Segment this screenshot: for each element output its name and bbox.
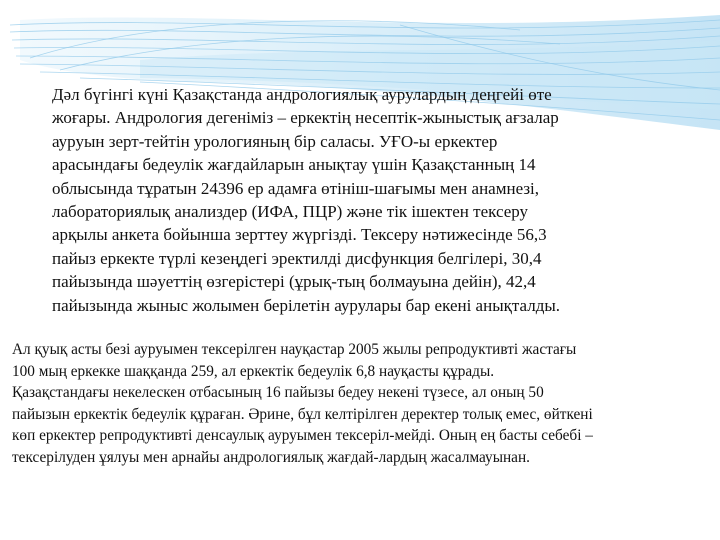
paragraph-2 (12, 339, 712, 469)
paragraph-2-line: пайызын еркектік бедеулік құраған. Әрине, бұл келтірілген деректер толық емес, өйткені (12, 405, 593, 423)
paragraph-1 (52, 83, 660, 317)
paragraph-1-line: пайыз еркекте түрлі кезеңдегі эректилді дисфункция белгілері, 30,4 (52, 248, 542, 268)
paragraph-1-line: Дәл бүгінгі күні Қазақстанда андрологиялық аурулардың деңгейі өте (52, 85, 552, 104)
paragraph-2-line: тексерілуден ұялуы мен арнайы андрологиялық жағдай-лардың жасалмауынан. (12, 448, 530, 466)
paragraph-1-line: лабораториялық анализдер (ИФА, ПЦР) және тік ішектен тексеру (52, 202, 529, 222)
paragraph-2-line: көп еркектер репродуктивті денсаулық ауруымен тексеріл-мейді. Оның ең басты себебі – (12, 427, 593, 445)
paragraph-2-line: Қазақстандағы некелескен отбасының 16 пайызы бедеу некені түзесе, ал оның 50 (12, 384, 544, 402)
paragraph-1-line: жоғары. Андрология дегеніміз – еркектің несептік-жыныстық ағзалар (52, 108, 559, 128)
paragraph-1-line: пайызында жыныс жолымен берілетін аурулары бар екені анықталды. (52, 295, 561, 315)
paragraph-2-line: 100 мың еркекке шаққанда 259, ал еркектік бедеулік 6,8 науқасты құрады. (12, 362, 495, 380)
paragraph-1-line: арасындағы бедеулік жағдайларын анықтау үшін Қазақстанның 14 (52, 155, 536, 175)
paragraph-1-line: облысында тұратын 24396 ер адамға өтініш-шағымы мен анамнезі, (52, 178, 540, 198)
paragraph-1-line: арқылы анкета бойынша зерттеу жүргізді. Тексеру нәтижесінде 56,3 (52, 225, 547, 245)
paragraph-1-line: пайызында шәуеттің өзгерістері (ұрық-тың болмауына дейін), 42,4 (52, 272, 536, 292)
paragraph-2-line: Ал қуық асты безі ауруымен тексерілген науқастар 2005 жылы репродуктивті жастағы (12, 341, 577, 358)
paragraph-1-line: ауруын зерт-тейтін урологияның бір саласы. УҒО-ы еркектер (52, 131, 498, 151)
